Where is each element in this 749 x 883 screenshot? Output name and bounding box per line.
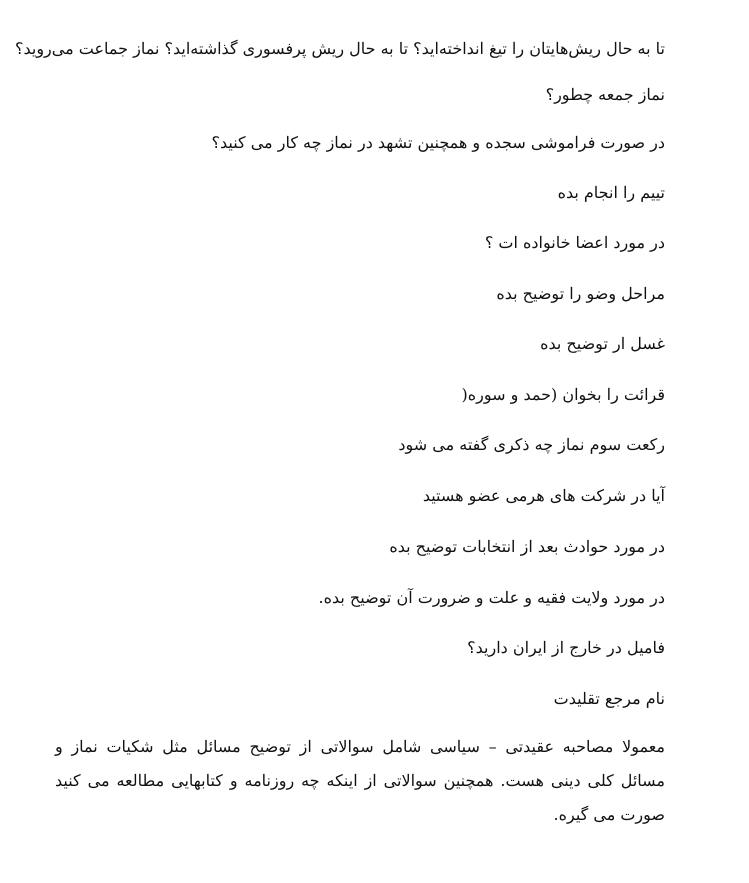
question-line: در مورد اعضا خانواده ات ؟ bbox=[484, 233, 665, 252]
question-line: تییم را انجام بده bbox=[557, 183, 665, 202]
question-line: آیا در شرکت های هرمی عضو هستید bbox=[422, 486, 665, 505]
question-line: نام مرجع تقلیدت bbox=[553, 689, 665, 708]
question-line: تا به حال ریش‌هایتان را تیغ انداخته‌اید؟ تا به حال ریش پرفسوری گذاشته‌اید؟ نماز جماعت می‌روید؟ bbox=[14, 39, 665, 58]
question-line: در مورد حوادث بعد از انتخابات توضیح بده bbox=[389, 537, 665, 556]
question-line: در مورد ولایت فقیه و علت و ضرورت آن توضیح بده. bbox=[318, 588, 665, 607]
question-line: در صورت فراموشی سجده و همچنین تشهد در نماز چه کار می کنید؟ bbox=[211, 133, 665, 152]
question-line: فامیل در خارج از ایران دارید؟ bbox=[467, 638, 665, 657]
question-line: نماز جمعه چطور؟ bbox=[545, 85, 665, 104]
question-line: قرائت را بخوان (حمد و سوره( bbox=[461, 385, 665, 404]
question-line: رکعت سوم نماز چه ذکری گفته می شود bbox=[398, 435, 665, 454]
question-line: غسل ار توضیح بده bbox=[540, 334, 665, 353]
closing-paragraph: معمولا مصاحبه عقیدتی – سیاسی شامل سوالاتی از توضیح مسائل مثل شکیات نماز و مسائل کلی دینی هست. همچنین سوالاتی از اینکه چه روزنامه و کتابهایی مطالعه می کنید صورت می گیره. bbox=[55, 737, 665, 824]
question-line: مراحل وضو را توضیح بده bbox=[496, 284, 665, 303]
